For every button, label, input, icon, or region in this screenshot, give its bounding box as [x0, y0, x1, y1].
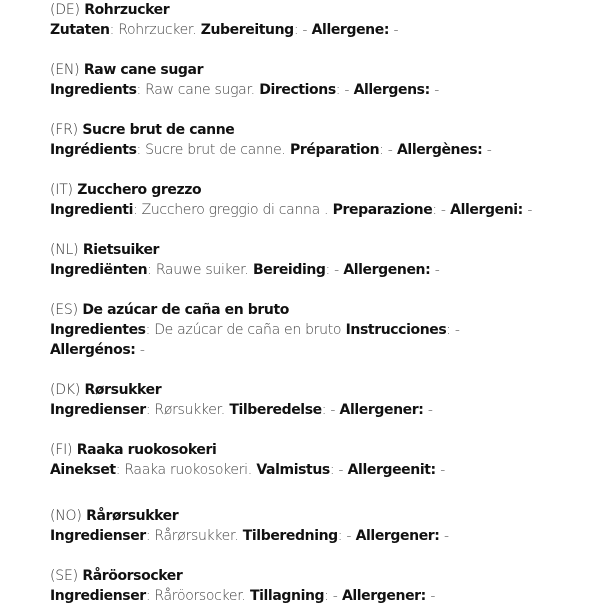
directions-label: Tilberedning — [242, 528, 338, 544]
ingredients-label: Ingrediënten — [50, 262, 148, 278]
product-name: Zucchero grezzo — [77, 182, 202, 198]
allergens-label: Allergeenit: — [347, 462, 436, 478]
product-details: Ingredienser: Råröorsocker. Tillagning: - Allergener: - — [50, 588, 436, 604]
directions-text: - — [440, 202, 446, 218]
lang-code: (IT) — [50, 182, 73, 198]
ingredients-label: Ingredienser — [50, 402, 146, 418]
ingredients-label: Ingredientes — [50, 322, 146, 338]
product-name: Råröorsocker — [82, 568, 183, 584]
lang-entry-it — [50, 180, 606, 220]
lang-entry-nl — [50, 240, 606, 280]
lang-code: (FI) — [50, 442, 73, 458]
directions-label: Valmistus — [256, 462, 330, 478]
directions-text: - — [387, 142, 393, 158]
directions-text: - — [334, 262, 339, 278]
allergens-text: - — [430, 588, 436, 604]
allergens-label: Allergénos: — [50, 342, 136, 358]
directions-label: Instrucciones — [345, 322, 447, 338]
product-details-continued — [50, 340, 606, 360]
directions-text: - — [454, 322, 460, 338]
product-title — [50, 300, 606, 320]
product-details: Ingredientes: De azúcar de caña en bruto Instrucciones: - — [50, 322, 460, 338]
directions-label: Preparazione — [332, 202, 433, 218]
allergens-text: - — [393, 22, 399, 38]
allergens-text: - — [427, 402, 433, 418]
directions-label: Bereiding — [252, 262, 326, 278]
lang-entry-dk — [50, 380, 606, 420]
allergens-text: - — [443, 528, 449, 544]
product-details: Ingrédients: Sucre brut de canne. Préparation: - Allergènes: - — [50, 142, 492, 158]
product-title — [50, 180, 606, 200]
directions-text: - — [332, 588, 338, 604]
allergens-label: Allergener: — [339, 402, 424, 418]
product-name: Raaka ruokosokeri — [76, 442, 217, 458]
directions-label: Tilberedelse — [229, 402, 322, 418]
product-name: Sucre brut de canne — [82, 122, 235, 138]
allergens-label: Allergene: — [311, 22, 390, 38]
directions-label: Directions — [259, 82, 336, 98]
product-details: Ingredienser: Rørsukker. Tilberedelse: - Allergener: - — [50, 402, 433, 418]
ingredients-text: Raaka ruokosokeri. — [124, 462, 252, 478]
ingredients-label: Ingredienser — [50, 528, 146, 544]
ingredients-label: Ingrédients — [50, 142, 137, 158]
lang-code: (EN) — [50, 62, 80, 78]
ingredients-text: Råröorsocker. — [154, 588, 246, 604]
lang-code: (DK) — [50, 382, 81, 398]
ingredients-text: De azúcar de caña en bruto — [154, 322, 342, 338]
ingredients-text: Raw cane sugar. — [145, 82, 255, 98]
product-title — [50, 506, 606, 526]
allergens-label: Allergènes: — [396, 142, 483, 158]
lang-entry-fi — [50, 440, 606, 480]
allergens-label: Allergeni: — [450, 202, 523, 218]
product-details: Ingrediënten: Rauwe suiker. Bereiding: - Allergenen: - — [50, 262, 440, 278]
lang-code: (ES) — [50, 302, 78, 318]
ingredients-text: Sucre brut de canne. — [145, 142, 286, 158]
lang-entry-se — [50, 566, 606, 606]
product-name: Rietsuiker — [82, 242, 160, 258]
product-title — [50, 566, 606, 586]
allergens-text: - — [440, 462, 445, 478]
allergens-label: Allergens: — [353, 82, 430, 98]
lang-entry-de — [50, 0, 606, 40]
allergens-label: Allergener: — [341, 588, 426, 604]
product-title — [50, 0, 606, 20]
product-title — [50, 60, 606, 80]
directions-text: - — [330, 402, 336, 418]
directions-text: - — [302, 22, 308, 38]
lang-entry-fr — [50, 120, 606, 160]
product-name: Rohrzucker — [84, 2, 170, 18]
ingredients-label: Ingredients — [50, 82, 137, 98]
product-title — [50, 240, 606, 260]
lang-code: (SE) — [50, 568, 78, 584]
product-name: Raw cane sugar — [83, 62, 204, 78]
allergens-label: Allergenen: — [343, 262, 431, 278]
lang-code: (NL) — [50, 242, 79, 258]
directions-text: - — [346, 528, 352, 544]
ingredients-label: Ingredienser — [50, 588, 146, 604]
allergens-text: - — [527, 202, 533, 218]
lang-entry-no — [50, 506, 606, 546]
lang-entry-en — [50, 60, 606, 100]
product-title — [50, 120, 606, 140]
product-name: Rårørsukker — [86, 508, 179, 524]
allergens-text: - — [139, 342, 145, 358]
product-name: Rørsukker — [84, 382, 162, 398]
product-details: Zutaten: Rohrzucker. Zubereitung: - Allergene: - — [50, 22, 399, 38]
directions-label: Tillagning — [249, 588, 325, 604]
product-title — [50, 440, 606, 460]
product-details: Ingredienti: Zucchero greggio di canna . Preparazione: - Allergeni: - — [50, 202, 533, 218]
lang-code: (DE) — [50, 2, 80, 18]
product-title — [50, 380, 606, 400]
product-details: Ingredients: Raw cane sugar. Directions: - Allergens: - — [50, 82, 440, 98]
ingredients-text: Rauwe suiker. — [155, 262, 249, 278]
ingredients-text: Rårørsukker. — [154, 528, 239, 544]
directions-text: - — [338, 462, 344, 478]
ingredients-label: Ingredienti — [50, 202, 133, 218]
lang-code: (FR) — [50, 122, 78, 138]
product-details: Ainekset: Raaka ruokosokeri. Valmistus: - Allergeenit: - — [50, 462, 445, 478]
allergens-text: - — [486, 142, 492, 158]
directions-label: Préparation — [290, 142, 380, 158]
ingredients-text: Rørsukker. — [154, 402, 225, 418]
ingredients-text: Zucchero greggio di canna . — [141, 202, 329, 218]
directions-text: - — [344, 82, 350, 98]
allergens-label: Allergener: — [355, 528, 440, 544]
allergens-text: - — [434, 262, 440, 278]
allergens-text: - — [434, 82, 440, 98]
ingredients-label: Zutaten — [50, 22, 110, 38]
product-details: Ingredienser: Rårørsukker. Tilberedning: - Allergener: - — [50, 528, 449, 544]
product-name: De azúcar de caña en bruto — [82, 302, 289, 318]
lang-entry-es — [50, 300, 606, 360]
directions-label: Zubereitung — [200, 22, 294, 38]
ingredients-label: Ainekset — [50, 462, 116, 478]
lang-code: (NO) — [50, 508, 82, 524]
ingredients-text: Rohrzucker. — [118, 22, 197, 38]
